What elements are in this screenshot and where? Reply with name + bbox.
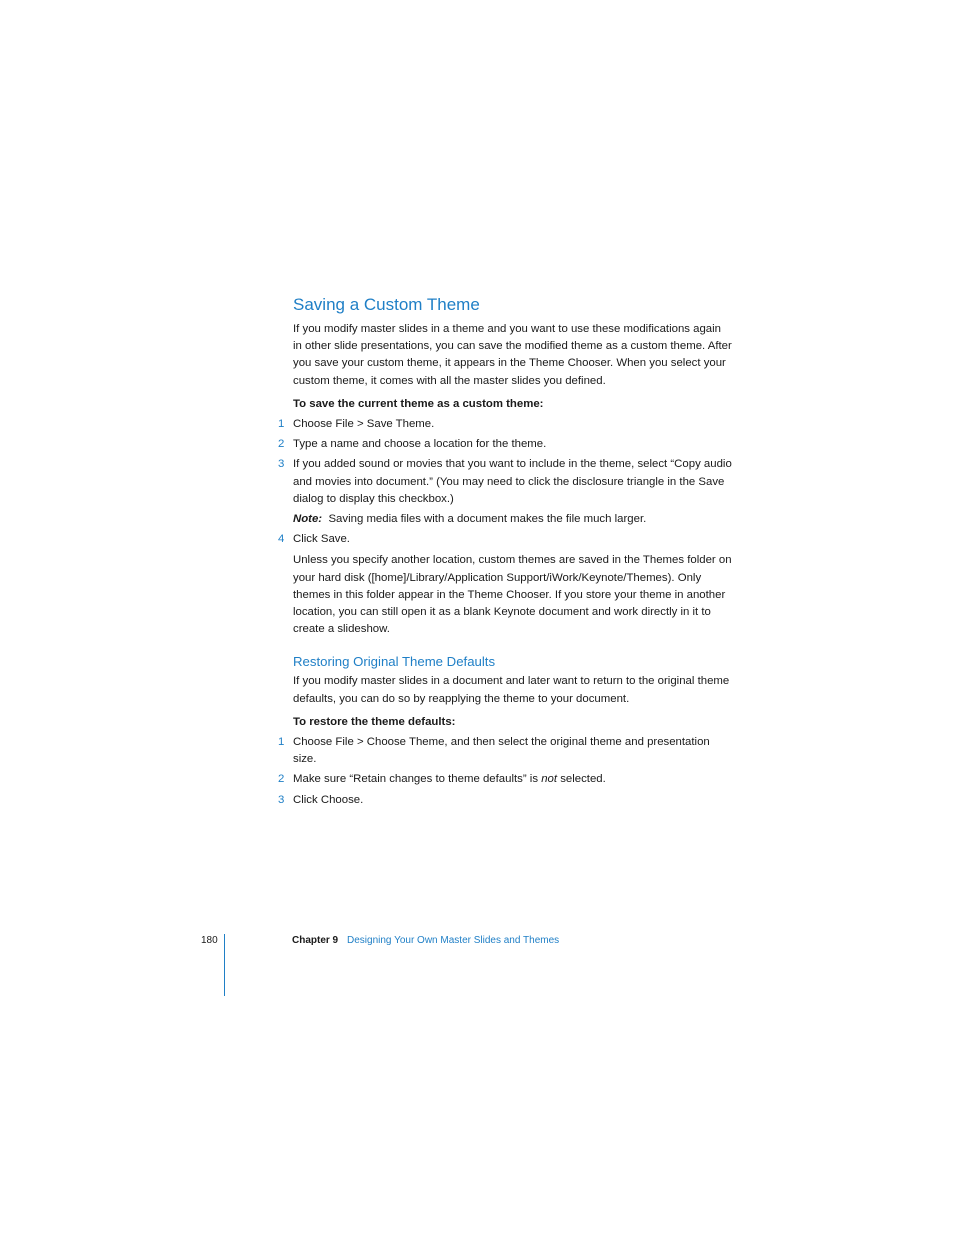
- step-text-after: selected.: [557, 773, 606, 786]
- step-2: [278, 436, 733, 453]
- step-number: 2: [278, 773, 285, 786]
- step-text-emphasis: not: [541, 773, 558, 786]
- step-number: 3: [278, 793, 285, 806]
- task-heading-restore: To restore the theme defaults:: [293, 715, 456, 728]
- subsection-title: Restoring Original Theme Defaults: [293, 654, 496, 670]
- main-content: [278, 294, 733, 809]
- page-number: 180: [201, 935, 218, 946]
- step-number: 1: [278, 418, 285, 431]
- note-text: Saving media files with a document makes the file much larger.: [328, 513, 647, 526]
- section-intro: If you modify master slides in a theme and you want to use these modifications again in other slide presentations, you can save the modified theme as a custom theme. After you save your custom theme, it appears in the Theme Chooser. When you select your custom theme, it comes with all the master slides you defined.: [293, 323, 732, 387]
- restore-step-1: [278, 734, 733, 768]
- footer-divider: [224, 934, 225, 996]
- chapter-title: Designing Your Own Master Slides and Themes: [347, 935, 560, 946]
- step-number: 1: [278, 736, 285, 749]
- after-steps-paragraph: Unless you specify another location, custom themes are saved in the Themes folder on your hard disk ([home]/Library/Application Support/iWork/Keynote/Themes). Only themes in this folder appear in the Theme Chooser. If you store your theme in another location, you can still open it as a blank Keynote document and work directly in it to create a slideshow.: [293, 554, 732, 636]
- restore-step-2: [278, 771, 733, 788]
- step-4: [278, 531, 733, 548]
- restore-step-3: [278, 792, 733, 809]
- step-3: [278, 456, 733, 508]
- step-number: 2: [278, 438, 285, 451]
- step-number: 3: [278, 458, 285, 471]
- step-text: If you added sound or movies that you want to include in the theme, select “Copy audio and movies into document.” (You may need to click the disclosure triangle in the Save dialog to display this checkbox.): [293, 458, 732, 505]
- note-label: Note:: [293, 513, 323, 526]
- subsection-intro: If you modify master slides in a document and later want to return to the original theme defaults, you can do so by reapplying the theme to your document.: [293, 675, 730, 705]
- task-heading-save: To save the current theme as a custom theme:: [293, 397, 544, 410]
- note: [293, 511, 733, 528]
- section-title: Saving a Custom Theme: [293, 295, 480, 314]
- step-text: Click Save.: [293, 533, 350, 546]
- step-number: 4: [278, 533, 285, 546]
- step-text: Type a name and choose a location for the theme.: [293, 438, 547, 451]
- step-text: Choose File > Choose Theme, and then select the original theme and presentation size.: [293, 736, 710, 766]
- step-text: Choose File > Save Theme.: [293, 418, 435, 431]
- step-text: Click Choose.: [293, 793, 364, 806]
- chapter-label: Chapter 9: [292, 935, 339, 946]
- step-text-before: Make sure “Retain changes to theme defaults” is: [293, 773, 542, 786]
- step-1: [278, 416, 733, 433]
